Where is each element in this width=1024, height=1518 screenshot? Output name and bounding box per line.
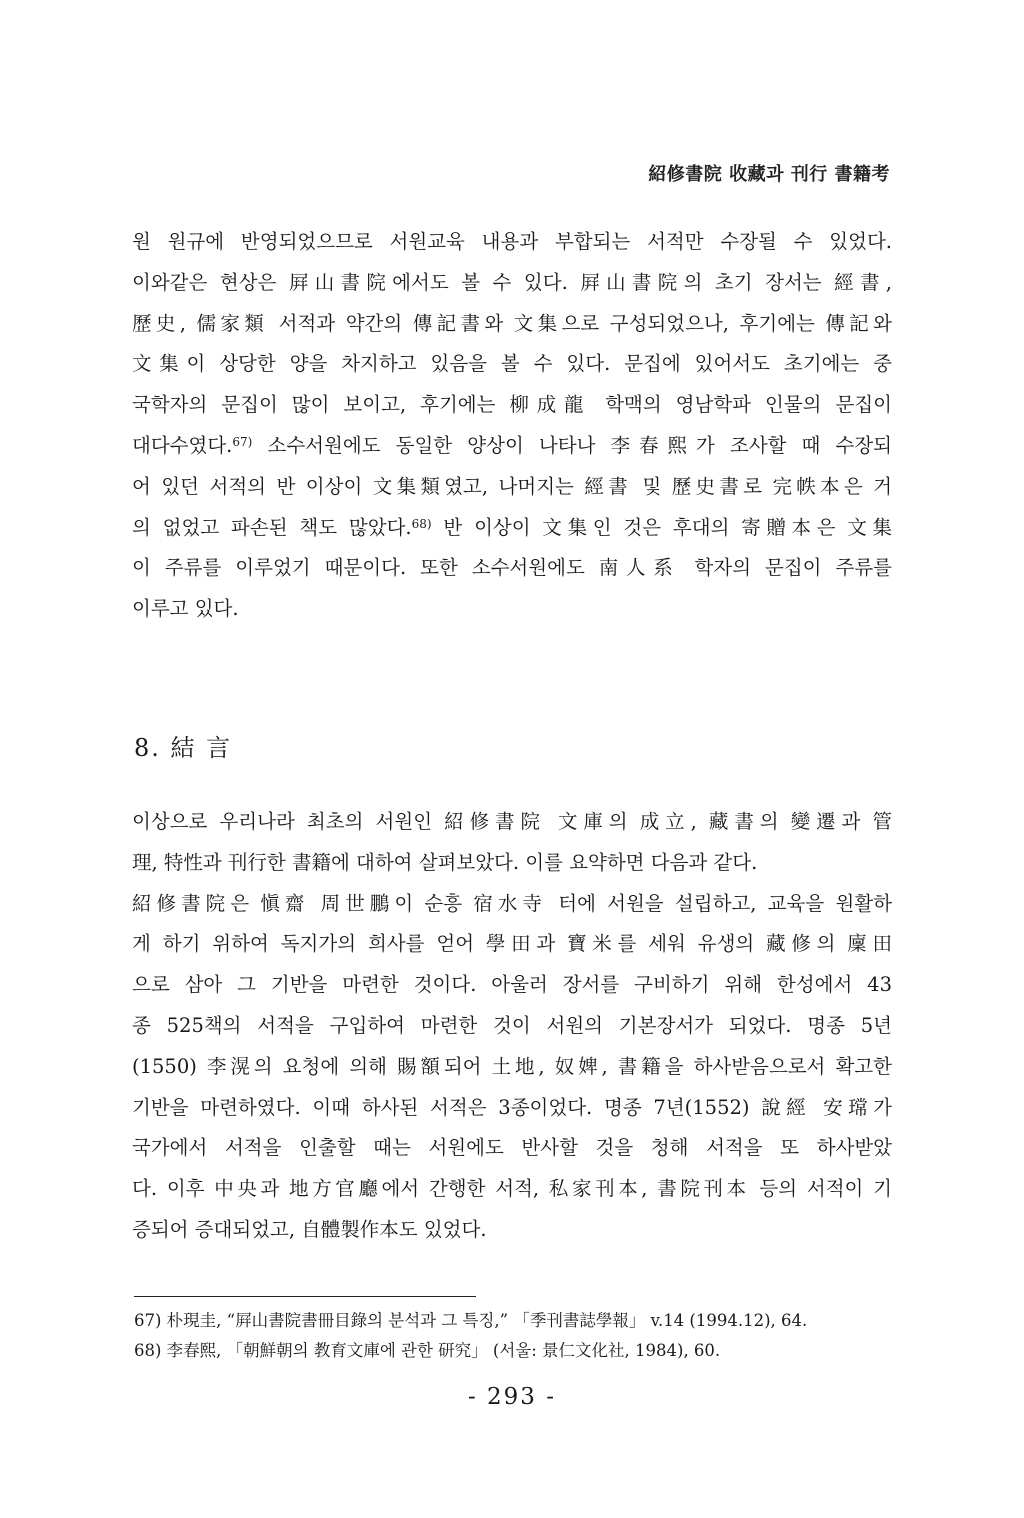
body-line: 증되어 증대되었고, 自體製作本도 있었다. [132, 1217, 487, 1241]
footnote-ref-67[interactable]: 67) [232, 434, 253, 449]
body-line: 종 525책의 서적을 구입하여 마련한 것이 서원의 기본장서가 되었다. 명종 5년 [132, 1013, 892, 1037]
footnote-68: 68) 李春熙, 「朝鮮朝의 教育文庫에 관한 研究」 (서울: 景仁文化社, 1984), 60. [134, 1341, 721, 1360]
body-line: 원 원규에 반영되었으므로 서원교육 내용과 부합되는 서적만 수장될 수 있었다. [132, 230, 892, 253]
running-header: 紹修書院 收藏과 刊行 書籍考 [648, 164, 890, 185]
line-rest: 반 이상이 文集인 것은 후대의 寄贈本은 文集 [431, 515, 892, 539]
body-line: 으로 삼아 그 기반을 마련한 것이다. 아울러 장서를 구비하기 위해 한성에서 43 [132, 973, 892, 997]
section-7-body [132, 222, 892, 630]
footnote-67: 67) 朴現圭, “屛山書院書冊目錄의 분석과 그 특징,” 「季刊書誌學報」 v.14 (1994.12), 64. [134, 1311, 808, 1330]
body-line: (1550) 李滉의 요청에 의해 賜額되어 土地, 奴婢, 書籍을 하사받음으로서 확고한 [132, 1054, 892, 1078]
body-line: 이상으로 우리나라 최초의 서원인 紹修書院 文庫의 成立, 藏書의 變遷과 管 [132, 810, 892, 833]
body-line: 국가에서 서적을 인출할 때는 서원에도 반사할 것을 청해 서적을 또 하사받았 [132, 1136, 892, 1160]
footnotes [134, 1306, 894, 1366]
body-line: 歷史, 儒家類 서적과 약간의 傳記書와 文集으로 구성되었으나, 후기에는 傳記와 [132, 311, 892, 335]
body-line: 다. 이후 中央과 地方官廳에서 간행한 서적, 私家刊本, 書院刊本 등의 서적이 기 [132, 1177, 892, 1201]
page-number: - 293 - [467, 1384, 557, 1410]
line-rest: 소수서원에도 동일한 양상이 나타나 李春熙가 조사할 때 수장되 [252, 433, 892, 457]
line-start: 대다수였다. [132, 433, 233, 457]
section-8-body [132, 802, 892, 1251]
body-line-with-footnote-67 [132, 426, 892, 467]
line-start: 의 없었고 파손된 책도 많았다. [132, 515, 412, 539]
section-heading: 8. 結 言 [134, 734, 233, 762]
body-line: 게 하기 위하여 독지가의 희사를 얻어 學田과 寶米를 세워 유생의 藏修의 廩田 [132, 932, 892, 956]
body-line: 이와같은 현상은 屛山書院에서도 볼 수 있다. 屛山書院의 초기 장서는 經書, [132, 270, 892, 294]
body-line: 이 주류를 이루었기 때문이다. 또한 소수서원에도 南人系 학자의 문집이 주류를 [132, 556, 892, 580]
footnote-divider [134, 1296, 476, 1297]
footnote-ref-68[interactable]: 68) [411, 516, 432, 531]
body-line: 紹修書院은 愼齋 周世鵬이 순흥 宿水寺 터에 서원을 설립하고, 교육을 원활하 [132, 891, 892, 915]
body-line: 기반을 마련하였다. 이때 하사된 서적은 3종이었다. 명종 7년(1552) 說經 安瑺가 [132, 1095, 892, 1119]
body-line-with-footnote-68 [132, 508, 892, 549]
body-line: 理, 特性과 刊行한 書籍에 대하여 살펴보았다. 이를 요약하면 다음과 같다. [132, 850, 758, 874]
body-line: 국학자의 문집이 많이 보이고, 후기에는 柳成龍 학맥의 영남학파 인물의 문집이 [132, 393, 892, 417]
body-line: 文集이 상당한 양을 차지하고 있음을 볼 수 있다. 문집에 있어서도 초기에는 중 [132, 352, 892, 376]
body-line: 이루고 있다. [132, 597, 239, 621]
body-line: 어 있던 서적의 반 이상이 文集類였고, 나머지는 經書 및 歷史書로 完帙本은 거 [132, 474, 892, 498]
